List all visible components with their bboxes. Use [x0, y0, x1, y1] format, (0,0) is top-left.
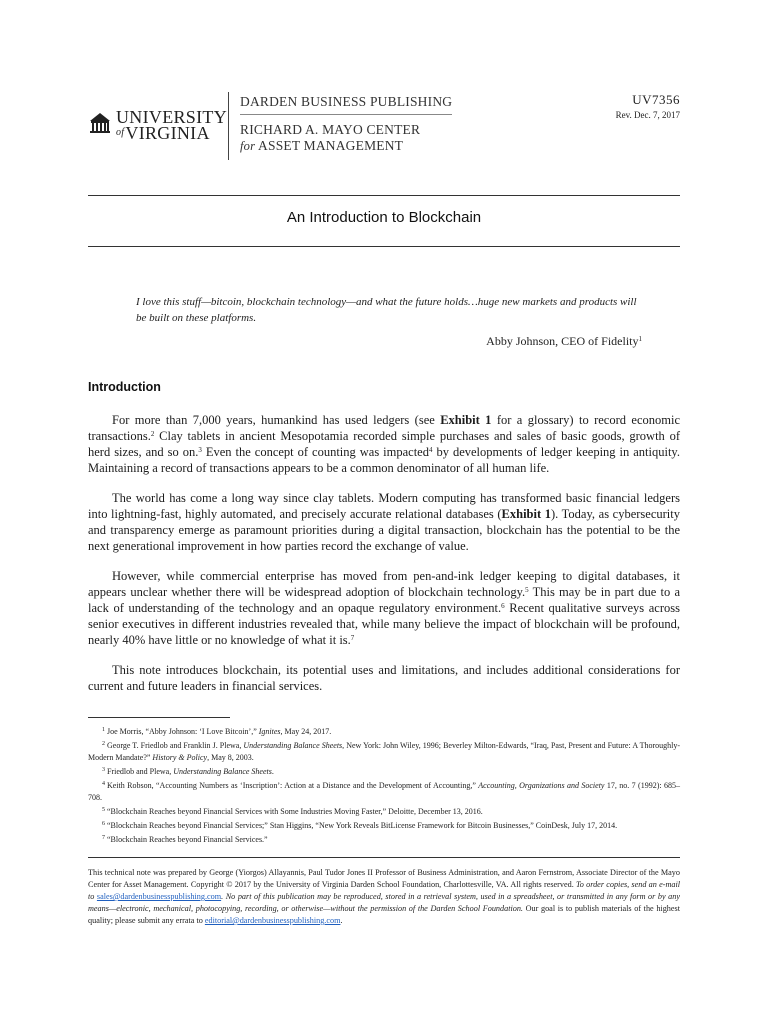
editorial-email-link[interactable]: editorial@dardenbusinesspublishing.com: [204, 916, 341, 925]
footnote-ref: 3: [198, 446, 202, 454]
footnote-number: 3: [102, 767, 105, 773]
text-run: Clay tablets in ancient Mesopotamia recorded simple purchases and sales of basic goods, growth of herd sizes, and so on.: [88, 429, 680, 459]
title-rule-top: [88, 195, 680, 196]
logo-university: UNIVERSITY: [116, 107, 227, 127]
paragraph-1: [88, 412, 680, 476]
text-run: , May 24, 2017.: [280, 727, 332, 736]
footnote-5: [88, 804, 680, 818]
sales-email-link[interactable]: sales@dardenbusinesspublishing.com: [96, 892, 222, 901]
header-divider: [228, 92, 229, 160]
footnote-7: [88, 832, 680, 846]
title-rule-bottom: [88, 246, 680, 247]
document-header: [88, 92, 680, 162]
footnote-1: [88, 724, 680, 738]
text-run: For more than 7,000 years, humankind has used ledgers (see: [112, 413, 441, 427]
publisher-name: DARDEN BUSINESS PUBLISHING: [240, 94, 453, 109]
page-title: An Introduction to Blockchain: [286, 209, 482, 226]
footnote-3: [88, 764, 680, 778]
publication-title: Understanding Balance Sheets: [243, 741, 343, 750]
text-run: Keith Robson, “Accounting Numbers as ‘Inscription’: Action at a Distance and the Development of Accounting,”: [107, 781, 479, 790]
center-name: RICHARD A. MAYO CENTER: [240, 122, 421, 137]
text-run: Recent qualitative surveys across senior executives in different industries revealed that, while many believe the impact of blockchain will be profound, nearly 40% have little or no knowledge of what it is.: [88, 601, 680, 647]
publisher-rule: [240, 114, 452, 115]
paragraph-4: This note introduces blockchain, its potential uses and limitations, and includes additional considerations for current and future leaders in financial services.: [88, 663, 680, 693]
text-run: Even the concept of counting was impacted: [201, 445, 429, 459]
text-run: Friedlob and Plewa,: [107, 767, 174, 776]
text-run: This technical note was prepared by George (Yiorgos) Allayannis, Paul Tudor Jones II Professor of Business Administration, and Aaron Fernstrom, Associate Director of the Mayo Center for Asset Management. Copyright © 2017 by the University of Virginia Darden School Foundation, Charlottesville, VA. All rights reserved.: [88, 868, 680, 889]
footnote-number: 1: [102, 727, 105, 733]
footnote-2: [88, 738, 680, 764]
exhibit-ref: Exhibit 1: [440, 413, 492, 427]
paragraph-3: [88, 568, 680, 648]
footnote-number: 5: [102, 807, 105, 813]
uva-logo: [88, 102, 227, 143]
text-run: Joe Morris, “Abby Johnson: ‘I Love Bitcoin’,”: [107, 727, 259, 736]
case-code: UV7356: [632, 92, 680, 107]
footnote-number: 6: [102, 821, 105, 827]
text-run: The world has come a long way since clay tablets. Modern computing has transformed basic financial ledgers into lightning-fast, highly automated, and precisely accurate relational databases (: [88, 491, 680, 521]
logo-virginia-text: VIRGINIA: [125, 123, 210, 143]
paragraph-2: [88, 490, 680, 554]
text-run: “Blockchain Reaches beyond Financial Services;” Stan Higgins, “New York Reveals BitLicense Framework for Bitcoin Businesses,” CoinDesk, July 17, 2014.: [107, 821, 618, 830]
text-run: “Blockchain Reaches beyond Financial Services with Some Industries Moving Faster,” Deloitte, December 13, 2016.: [107, 807, 483, 816]
rotunda-icon: [88, 110, 112, 134]
footnote-number: 7: [102, 835, 105, 841]
center-subtitle-text: ASSET MANAGEMENT: [258, 138, 404, 153]
text-run: Our goal is to publish materials of the highest quality; please submit any errata to: [88, 904, 680, 925]
footnote-ref: 4: [428, 446, 433, 454]
text-run: .: [271, 767, 274, 776]
logo-of: of: [116, 127, 125, 138]
text-run: . No part of this publication may be reproduced, stored in a retrieval system, used in a spreadsheet, or transmitted in any form or by any means—electronic, mechanical, photocopying, recording, or otherwise—without the permission of the Darden School Foundation.: [88, 892, 680, 913]
epigraph-quote: I love this stuff—bitcoin, blockchain technology—and what the future holds…huge new markets and products will be built on these platforms.: [136, 296, 637, 324]
text-run: .: [340, 916, 343, 925]
footnote-ref: 5: [525, 586, 529, 594]
footnote-ref: 7: [350, 634, 355, 642]
section-heading: Introduction: [88, 380, 161, 394]
disclaimer-rule: [88, 857, 680, 858]
publication-title: Ignites: [258, 727, 281, 736]
epigraph-author: [486, 334, 642, 349]
text-run: , May 8, 2003.: [207, 753, 254, 762]
footnote-ref: 6: [501, 602, 505, 610]
footnote-rule: [88, 717, 230, 718]
footnote-6: [88, 818, 680, 832]
text-run: ). Today, as cybersecurity and transparency emerge as paramount priorities during a digital transaction, blockchain has the potential to be the next generational improvement in how parties record the exchange of value.: [88, 507, 680, 553]
text-run: 17, no. 7 (1992): 685–708.: [88, 781, 680, 802]
text-run: However, while commercial enterprise has moved from pen-and-ink ledger keeping to digital databases, it appears unclear whether there will be widespread adoption of blockchain technology.: [88, 569, 680, 599]
publication-title: Accounting, Organizations and Society: [478, 781, 605, 790]
author-text: Abby Johnson, CEO of Fidelity: [486, 334, 639, 348]
footnote-ref: 1: [638, 335, 642, 343]
publication-title: Understanding Balance Sheets: [173, 767, 272, 776]
text-run: “Blockchain Reaches beyond Financial Services.”: [107, 835, 268, 844]
revision-date: Rev. Dec. 7, 2017: [615, 110, 680, 120]
footnote-number: 2: [102, 741, 105, 747]
exhibit-ref: Exhibit 1: [501, 507, 551, 521]
copyright-disclaimer: [88, 867, 680, 927]
footnote-number: 4: [102, 781, 105, 787]
logo-virginia: [116, 124, 210, 142]
center-for: for: [240, 139, 256, 153]
text-run: This may be in part due to a lack of understanding of the technology and an opaque regulatory environment.: [88, 585, 680, 615]
text-run: , New York: John Wiley, 1996; Beverley Milton-Edwards, “Iraq, Past, Present and Future: A Thoroughly-Modern Mandate?”: [88, 741, 681, 762]
text-run: by developments of ledger keeping in antiquity. Maintaining a record of transactions appears to be a common denominator of all human life.: [88, 445, 680, 475]
footnote-4: [88, 778, 680, 804]
text-run: To order copies, send an e-mail to: [88, 880, 681, 901]
text-run: George T. Friedlob and Franklin J. Plewa,: [107, 741, 244, 750]
footnote-ref: 2: [150, 430, 155, 438]
text-run: for a glossary) to record economic transactions.: [88, 413, 680, 443]
footnotes: [88, 724, 680, 846]
publication-title: History & Policy: [152, 753, 208, 762]
center-subtitle: [240, 138, 403, 154]
